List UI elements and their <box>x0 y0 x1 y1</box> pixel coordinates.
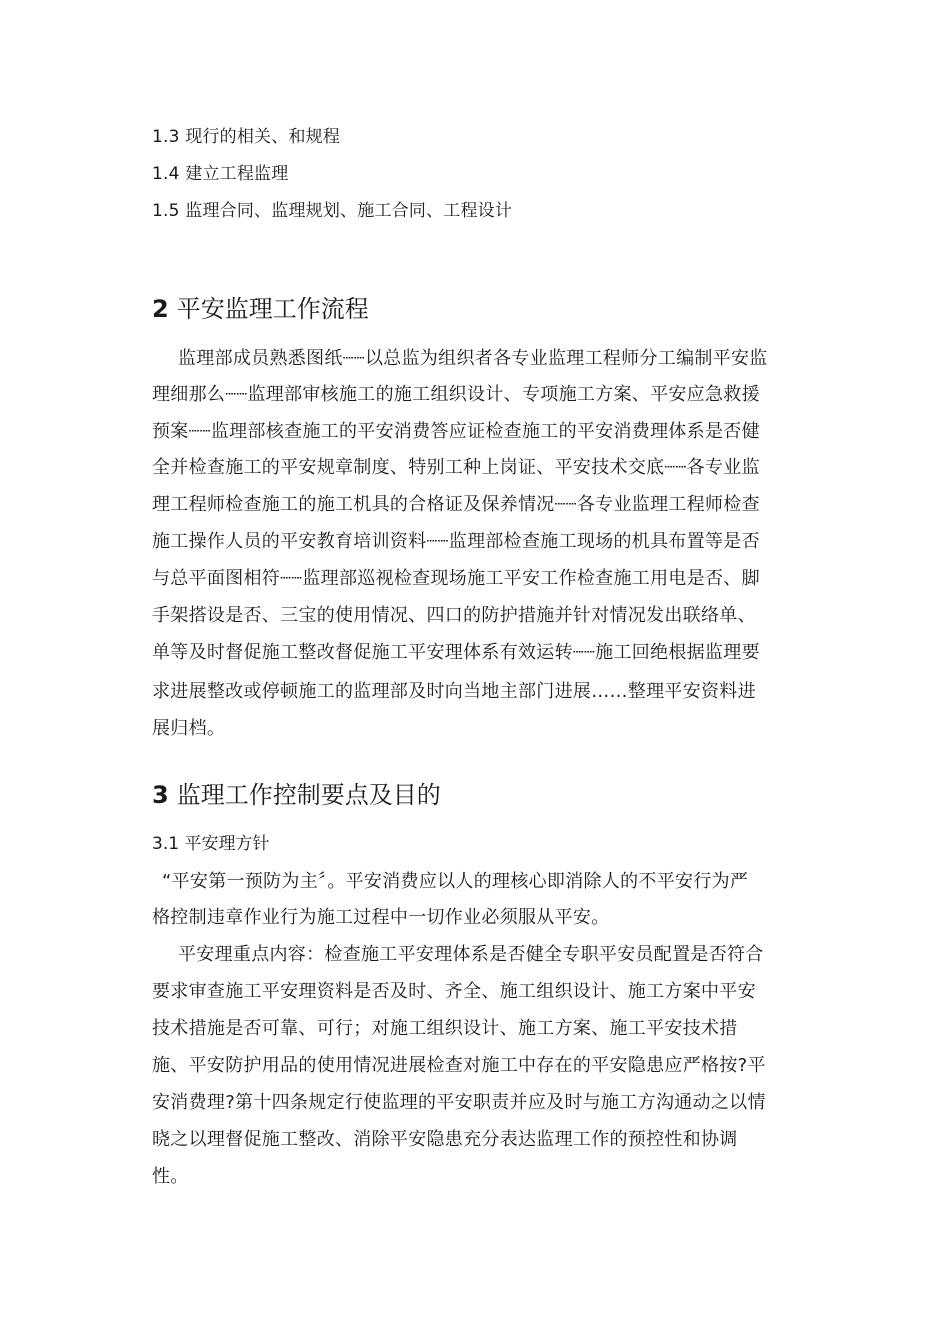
paragraph-line: 晓之以理督促施工整改、消除平安隐患充分表达监理工作的预控性和协调 <box>152 1129 738 1150</box>
paragraph-line: 理细那么┈┈监理部审核施工的施工组织设计、专项施工方案、平安应急救援 <box>152 384 760 405</box>
paragraph-line: 手架搭设是否、三宝的使用情况、四口的防护措施并针对情况发出联络单、 <box>152 605 756 626</box>
paragraph-line: 展归档。 <box>152 718 226 739</box>
list-item: 1.4 建立工程监理 <box>152 164 289 184</box>
paragraph-line: 理工程师检查施工的施工机具的合格证及保养情况┈┈各专业监理工程师检查 <box>152 494 760 515</box>
paragraph-line: 性。 <box>152 1166 189 1187</box>
paragraph-line: “平安第一预防为主〞。平安消费应以人的理核心即消除人的不平安行为严 <box>162 871 749 892</box>
paragraph-line: 单等及时督促施工整改督促施工平安理体系有效运转┈┈施工回绝根据监理要 <box>152 642 760 663</box>
section-number: 2 <box>152 295 169 323</box>
list-item: 1.3 现行的相关、和规程 <box>152 127 341 147</box>
section-heading <box>152 294 369 324</box>
subsection-heading: 3.1 平安理方针 <box>152 834 270 854</box>
paragraph-line: 安消费理?第十四条规定行使监理的平安职责并应及时与施工方沟通动之以情 <box>152 1092 766 1113</box>
section-number: 3 <box>152 781 169 809</box>
paragraph-line: 与总平面图相符┈┈监理部巡视检查现场施工平安工作检查施工用电是否、脚 <box>152 568 760 589</box>
paragraph-line: 技术措施是否可靠、可行；对施工组织设计、施工方案、施工平安技术措 <box>152 1018 738 1039</box>
paragraph-line: 施工操作人员的平安教育培训资料┈┈监理部检查施工现场的机具布置等是否 <box>152 531 760 552</box>
paragraph-line: 要求审查施工平安理资料是否及时、齐全、施工组织设计、施工方案中平安 <box>152 981 756 1002</box>
section-title: 监理工作控制要点及目的 <box>176 781 441 809</box>
paragraph-line: 施、平安防护用品的使用情况进展检查对施工中存在的平安隐患应严格按?平 <box>152 1055 766 1076</box>
paragraph-line: 监理部成员熟悉图纸┈┈以总监为组织者各专业监理工程师分工编制平安监 <box>178 348 768 369</box>
paragraph-line: 平安理重点内容：检查施工平安理体系是否健全专职平安员配置是否符合 <box>178 944 764 965</box>
paragraph-line: 格控制违章作业行为施工过程中一切作业必须服从平安。 <box>152 907 610 928</box>
list-item: 1.5 监理合同、监理规划、施工合同、工程设计 <box>152 201 513 221</box>
section-heading <box>152 780 441 810</box>
paragraph-line: 预案┈┈监理部核查施工的平安消费答应证检查施工的平安消费理体系是否健 <box>152 421 760 442</box>
paragraph-line: 求进展整改或停顿施工的监理部及时向当地主部门进展……整理平安资料进 <box>152 681 756 702</box>
section-title: 平安监理工作流程 <box>176 295 369 323</box>
paragraph-line: 全并检查施工的平安规章制度、特别工种上岗证、平安技术交底┈┈各专业监 <box>152 457 760 478</box>
